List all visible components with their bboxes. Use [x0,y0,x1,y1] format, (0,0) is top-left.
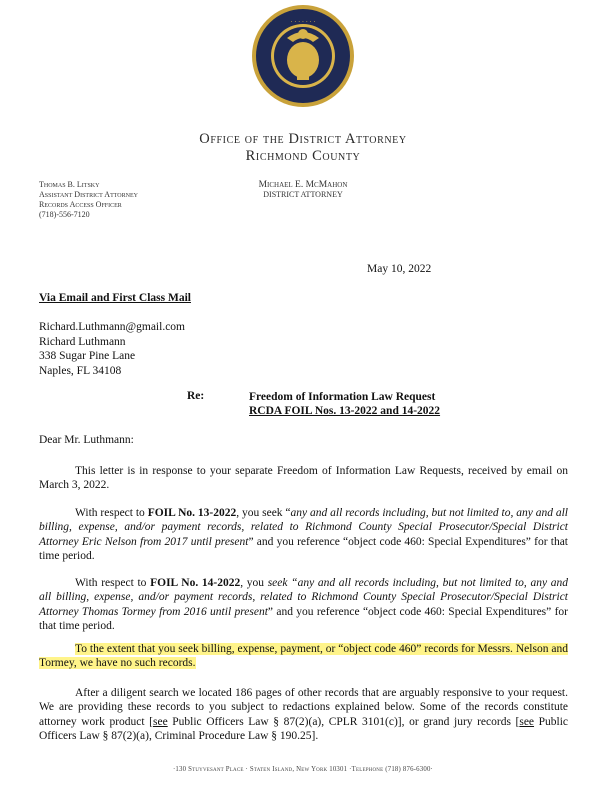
recipient-address [39,320,185,378]
salutation: Dear Mr. Luthmann: [39,434,134,446]
p2-tail: ” and you reference “object code 460: Special Expenditures” for that time period. [39,535,568,562]
delivery-method: Via Email and First Class Mail [39,292,191,304]
paragraph-2 [39,506,568,563]
recipient-email: Richard.Luthmann@gmail.com [39,321,186,333]
p2-lead: With respect to [75,507,148,519]
p5-part-b: Public Officers Law § 87(2)(a), CPLR 3101(c)], or grand jury records [ [167,715,520,728]
header-left-title: Assistant District Attorney [39,190,138,199]
office-title-line2: Richmond County [245,148,361,164]
paragraph-1-text: This letter is in response to your separate Freedom of Information Law Requests, received by email on March 3, 2022. [39,465,568,492]
svg-text:· · · · · · ·: · · · · · · · [290,19,316,26]
header-right-title: DISTRICT ATTORNEY [263,190,343,199]
re-subject [249,390,440,418]
recipient-street: 338 Sugar Pine Lane [39,350,136,362]
p3-connector: , you [240,577,268,589]
office-title-line1: Office of the District Attorney [199,131,407,147]
p2-request-quote: any and all records including, but not limited to, any and all billing, expense, and/or payment records, related to Richmond County Special Prosecutor/Special District Attorney Eric Nelson from 2017 until present [39,507,569,548]
office-title [0,131,606,165]
seal-graphic [251,4,355,108]
re-line1: Freedom of Information Law Request [249,391,436,403]
p3-tail: ” and you reference “object code 460: Special Expenditures” for that time period. [39,605,568,632]
letter-date: May 10, 2022 [367,263,432,275]
paragraph-5 [39,686,568,743]
re-line2: RCDA FOIL Nos. 13-2022 and 14-2022 [249,405,441,417]
paragraph-4 [39,642,568,671]
p5-see-2: see [519,715,535,728]
page-footer: ·130 Stuyvesant Place · Staten Island, New York 10301 ·Telephone (718) 876-6300· [172,766,434,773]
p5-part-a: After a diligent search we located 186 pages of other records that are arguably responsive to your request. We are providing these records to you subject to redactions explained below. Some of the records constitute attorney work product [ [39,687,568,728]
highlighted-statement: To the extent that you seek billing, expense, payment, or “object code 460” records for Messrs. Nelson and Tormey, we have no such records. [39,643,568,670]
recipient-city: Naples, FL 34108 [39,364,122,377]
p3-foil-number: FOIL No. 14-2022 [150,577,241,589]
header-left-name: Thomas B. Litsky [39,180,100,189]
district-attorney-seal [251,4,355,108]
header-right-name: Michael E. McMahon [258,180,348,190]
p2-connector: , you seek “ [236,507,291,519]
header-left-subtitle: Records Access Officer [39,200,122,209]
p3-request-quote: seek “any and all records including, but not limited to, any and all billing, expense, and/or payment records, related to Richmond County Special Prosecutor/Special District Attorney Thomas Tormey from 2016 until present [39,577,568,618]
p2-foil-number: FOIL No. 13-2022 [147,507,237,519]
recipient-name: Richard Luthmann [39,335,126,348]
paragraph-1 [39,464,568,493]
paragraph-3 [39,576,568,633]
re-label: Re: [187,390,205,402]
header-right-block [0,180,606,200]
header-left-phone: (718)-556-7120 [39,210,90,219]
p5-part-c: Public Officers Law § 87(2)(a), Criminal Procedure Law § 190.25]. [39,715,568,742]
p3-lead: With respect to [75,577,151,589]
p5-see-1: see [153,715,168,728]
